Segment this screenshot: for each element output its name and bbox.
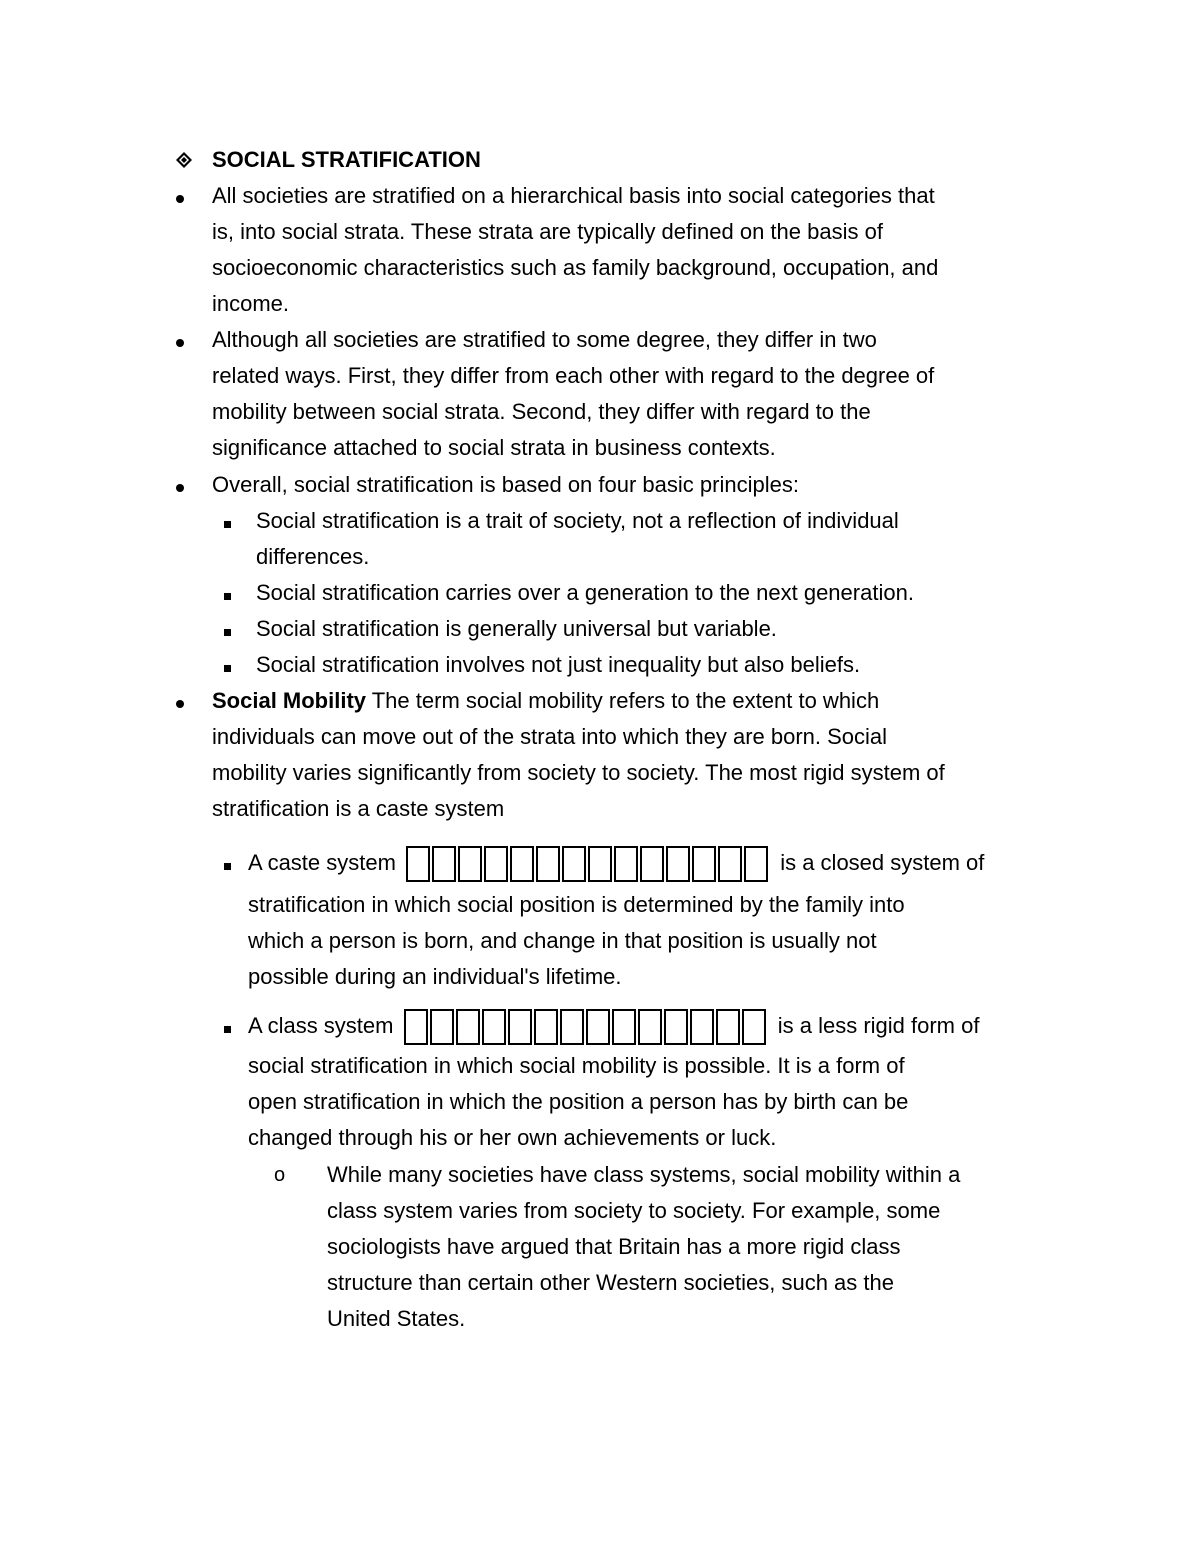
sub-line: While many societies have class systems, social mobility within a bbox=[327, 1162, 961, 1187]
sub-line: class system varies from society to society. For example, some bbox=[327, 1198, 941, 1223]
paragraph-line: stratification is a caste system bbox=[212, 796, 505, 821]
paragraph-line: significance attached to social strata in business contexts. bbox=[212, 435, 776, 460]
paragraph-line: income. bbox=[212, 291, 290, 316]
principle-line: Social stratification is a trait of society, not a reflection of individual bbox=[256, 508, 899, 533]
square-bullet-icon bbox=[224, 665, 231, 672]
class-line: open stratification in which the position a person has by birth can be bbox=[248, 1089, 909, 1114]
sub-line: United States. bbox=[327, 1306, 466, 1331]
caste-line: possible during an individual's lifetime. bbox=[248, 964, 622, 989]
caste-first-line: A caste system is a closed system of bbox=[248, 845, 984, 881]
square-bullet-icon bbox=[224, 863, 231, 870]
circle-bullet-icon: o bbox=[274, 1164, 286, 1186]
caste-line: stratification in which social position is determined by the family into bbox=[248, 892, 905, 917]
sub-line: structure than certain other Western societies, such as the bbox=[327, 1270, 894, 1295]
sub-line: sociologists have argued that Britain has a more rigid class bbox=[327, 1234, 901, 1259]
bullet-icon bbox=[176, 195, 184, 203]
caste-line: which a person is born, and change in that position is usually not bbox=[248, 928, 877, 953]
principle-line: Social stratification involves not just inequality but also beliefs. bbox=[256, 652, 861, 677]
social-mobility-term: Social Mobility bbox=[212, 688, 367, 713]
principle-line: Social stratification carries over a generation to the next generation. bbox=[256, 580, 914, 605]
square-bullet-icon bbox=[224, 1026, 231, 1033]
class-line: social stratification in which social mobility is possible. It is a form of bbox=[248, 1053, 905, 1078]
missing-glyph-boxes bbox=[404, 1009, 768, 1045]
principle-line: Social stratification is generally universal but variable. bbox=[256, 616, 777, 641]
missing-glyph-boxes bbox=[406, 846, 770, 882]
paragraph-line: All societies are stratified on a hierarchical basis into social categories that bbox=[212, 183, 935, 208]
paragraph-line: is, into social strata. These strata are typically defined on the basis of bbox=[212, 219, 883, 244]
paragraph-line: Overall, social stratification is based on four basic principles: bbox=[212, 472, 799, 497]
square-bullet-icon bbox=[224, 593, 231, 600]
bullet-icon bbox=[176, 484, 184, 492]
diamond-bullet-icon bbox=[176, 152, 192, 168]
paragraph-line: socioeconomic characteristics such as family background, occupation, and bbox=[212, 255, 939, 280]
class-first-line: A class system is a less rigid form of bbox=[248, 1008, 979, 1044]
paragraph-line: Social Mobility The term social mobility refers to the extent to which bbox=[212, 688, 880, 713]
square-bullet-icon bbox=[224, 521, 231, 528]
class-line: changed through his or her own achievements or luck. bbox=[248, 1125, 777, 1150]
paragraph-line: individuals can move out of the strata into which they are born. Social bbox=[212, 724, 888, 749]
bullet-icon bbox=[176, 339, 184, 347]
square-bullet-icon bbox=[224, 629, 231, 636]
paragraph-line: mobility between social strata. Second, they differ with regard to the bbox=[212, 399, 871, 424]
section-heading: SOCIAL STRATIFICATION bbox=[212, 147, 481, 172]
bullet-icon bbox=[176, 700, 184, 708]
paragraph-line: mobility varies significantly from society to society. The most rigid system of bbox=[212, 760, 945, 785]
paragraph-line: Although all societies are stratified to some degree, they differ in two bbox=[212, 327, 877, 352]
principle-line: differences. bbox=[256, 544, 370, 569]
paragraph-line: related ways. First, they differ from each other with regard to the degree of bbox=[212, 363, 935, 388]
